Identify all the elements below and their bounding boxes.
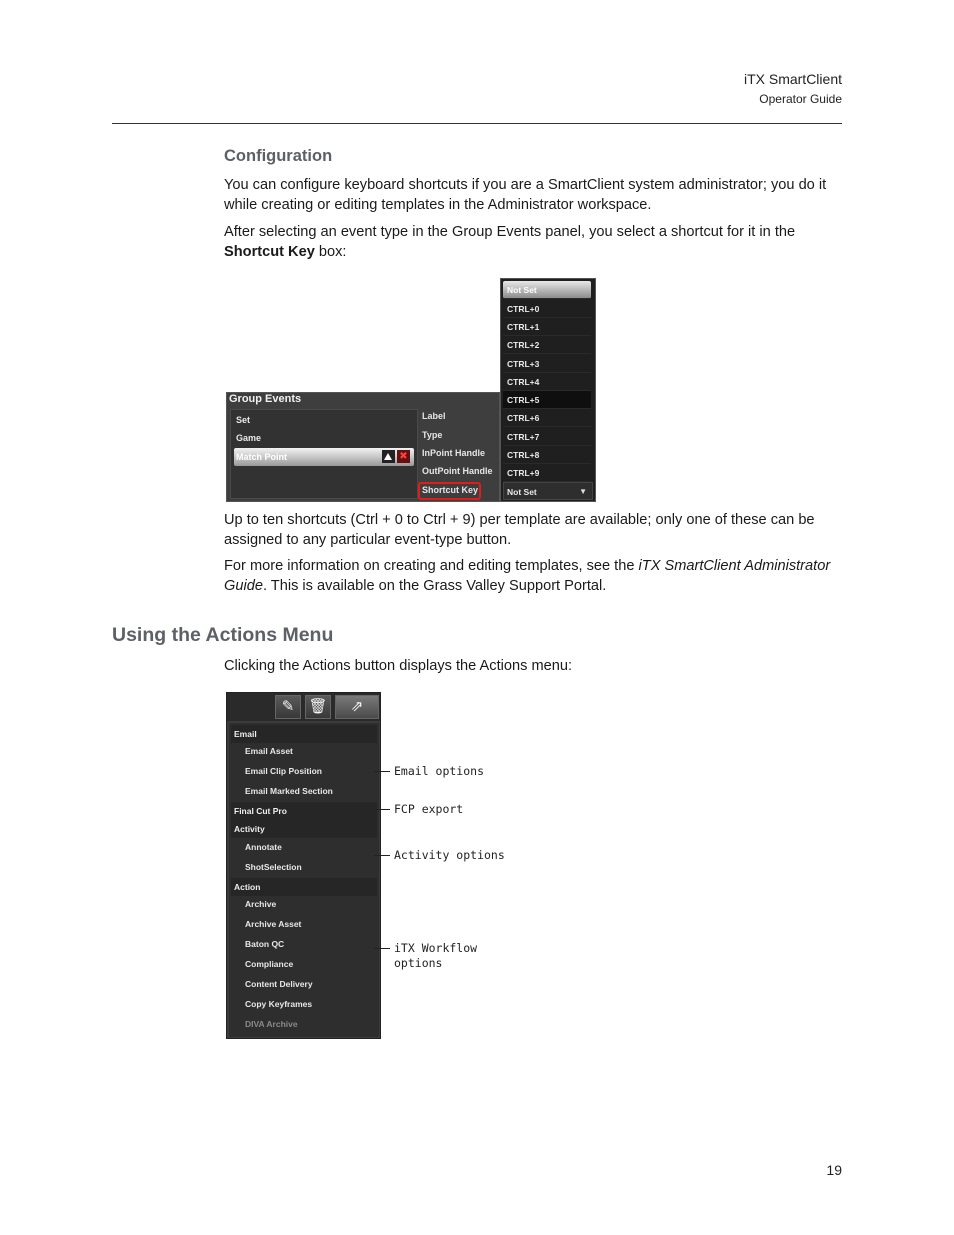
dropdown-option[interactable]: CTRL+0 bbox=[503, 300, 591, 318]
property-label: Label bbox=[422, 411, 446, 421]
actions-menu-heading: Using the Actions Menu bbox=[112, 624, 334, 646]
share-icon[interactable]: ⇗ bbox=[335, 695, 379, 719]
dropdown-option[interactable]: CTRL+4 bbox=[503, 373, 591, 391]
dropdown-option-hover[interactable]: CTRL+5 bbox=[503, 391, 591, 409]
header-title: iTX SmartClient bbox=[743, 71, 842, 87]
delete-icon[interactable]: ✖ bbox=[397, 450, 410, 463]
shortcut-key-select[interactable]: Not Set ▼ bbox=[503, 482, 593, 500]
menu-item[interactable]: Archive Asset bbox=[245, 919, 302, 929]
property-inpoint-handle: InPoint Handle bbox=[422, 448, 485, 458]
property-shortcut-key: Shortcut Key bbox=[422, 485, 479, 495]
page-number: 19 bbox=[826, 1162, 842, 1178]
group-events-title: Group Events bbox=[229, 393, 302, 405]
callout-activity-options: Activity options bbox=[374, 848, 505, 862]
group-event-item-selected[interactable]: Match Point ✖ bbox=[234, 448, 414, 466]
trash-icon[interactable]: 🗑 bbox=[305, 695, 331, 719]
actions-intro: Clicking the Actions button displays the Actions menu: bbox=[224, 658, 573, 674]
property-type: Type bbox=[422, 430, 443, 440]
shortcut-key-highlight bbox=[418, 482, 481, 500]
property-outpoint-handle: OutPoint Handle bbox=[422, 466, 493, 476]
menu-item[interactable]: Copy Keyframes bbox=[245, 999, 313, 1009]
configuration-paragraph-1: You can configure keyboard shortcuts if you are a SmartClient system administrator; you do it while creating or editing templates in the Administrator workspace. bbox=[224, 177, 827, 213]
pencil-icon[interactable]: ✎ bbox=[275, 695, 301, 719]
actions-menu bbox=[229, 723, 379, 1037]
group-events-screenshot bbox=[226, 278, 596, 502]
menu-item[interactable]: Baton QC bbox=[245, 939, 285, 949]
menu-item[interactable]: Archive bbox=[245, 899, 277, 909]
callout-fcp-export: FCP export bbox=[374, 802, 463, 816]
actions-toolbar bbox=[227, 693, 380, 721]
actions-menu-screenshot bbox=[226, 692, 381, 1039]
header-divider bbox=[112, 123, 842, 124]
dropdown-option[interactable]: Not Set bbox=[503, 281, 591, 299]
menu-item-disabled: DIVA Archive bbox=[245, 1019, 298, 1029]
shortcut-key-term: Shortcut Key bbox=[224, 243, 315, 260]
dropdown-option[interactable]: CTRL+8 bbox=[503, 446, 591, 464]
header-subtitle: Operator Guide bbox=[759, 92, 842, 106]
menu-item[interactable]: Email Asset bbox=[245, 746, 293, 756]
menu-group-action: Action bbox=[231, 878, 377, 896]
callout-email-options: Email options bbox=[374, 764, 484, 778]
configuration-paragraph-2: After selecting an event type in the Group Events panel, you select a shortcut for it in the Shortcut Key box: bbox=[224, 224, 796, 260]
menu-group-email: Email bbox=[231, 725, 377, 743]
item-controls bbox=[382, 450, 412, 464]
dropdown-option[interactable]: CTRL+6 bbox=[503, 409, 591, 427]
dropdown-option[interactable]: CTRL+9 bbox=[503, 464, 591, 482]
menu-group-activity: Activity bbox=[231, 820, 377, 838]
dropdown-option[interactable]: CTRL+2 bbox=[503, 336, 591, 354]
menu-item[interactable]: Compliance bbox=[245, 959, 294, 969]
group-events-list bbox=[230, 409, 418, 499]
admin-guide-title: iTX SmartClient Administrator Guide bbox=[224, 558, 831, 594]
configuration-paragraph-3: Up to ten shortcuts (Ctrl + 0 to Ctrl + 9) per template are available; only one of these can be assigned to any particular event-type button. bbox=[224, 512, 815, 548]
menu-item[interactable]: Email Marked Section bbox=[245, 786, 333, 796]
menu-item[interactable]: ShotSelection bbox=[245, 862, 302, 872]
menu-item[interactable]: Annotate bbox=[245, 842, 282, 852]
dropdown-option[interactable]: CTRL+1 bbox=[503, 318, 591, 336]
callout-itx-workflow-options: iTX Workflow bbox=[374, 941, 477, 955]
chevron-down-icon: ▼ bbox=[579, 487, 587, 496]
configuration-paragraph-4: For more information on creating and editing templates, see the iTX SmartClient Administrator Guide. This is available on the Grass Valley Support Portal. bbox=[224, 558, 831, 594]
configuration-heading: Configuration bbox=[224, 147, 333, 165]
group-event-item[interactable]: Set bbox=[236, 415, 251, 425]
group-event-item[interactable]: Game bbox=[236, 433, 262, 443]
dropdown-option[interactable]: CTRL+3 bbox=[503, 355, 591, 373]
menu-item[interactable]: Email Clip Position bbox=[245, 766, 322, 776]
menu-group-final-cut-pro[interactable]: Final Cut Pro bbox=[231, 802, 377, 820]
move-up-icon[interactable] bbox=[382, 450, 395, 463]
callout-itx-workflow-options-line2: options bbox=[394, 956, 443, 970]
shortcut-key-dropdown[interactable] bbox=[500, 278, 596, 502]
dropdown-option[interactable]: CTRL+7 bbox=[503, 428, 591, 446]
menu-item[interactable]: Content Delivery bbox=[245, 979, 313, 989]
